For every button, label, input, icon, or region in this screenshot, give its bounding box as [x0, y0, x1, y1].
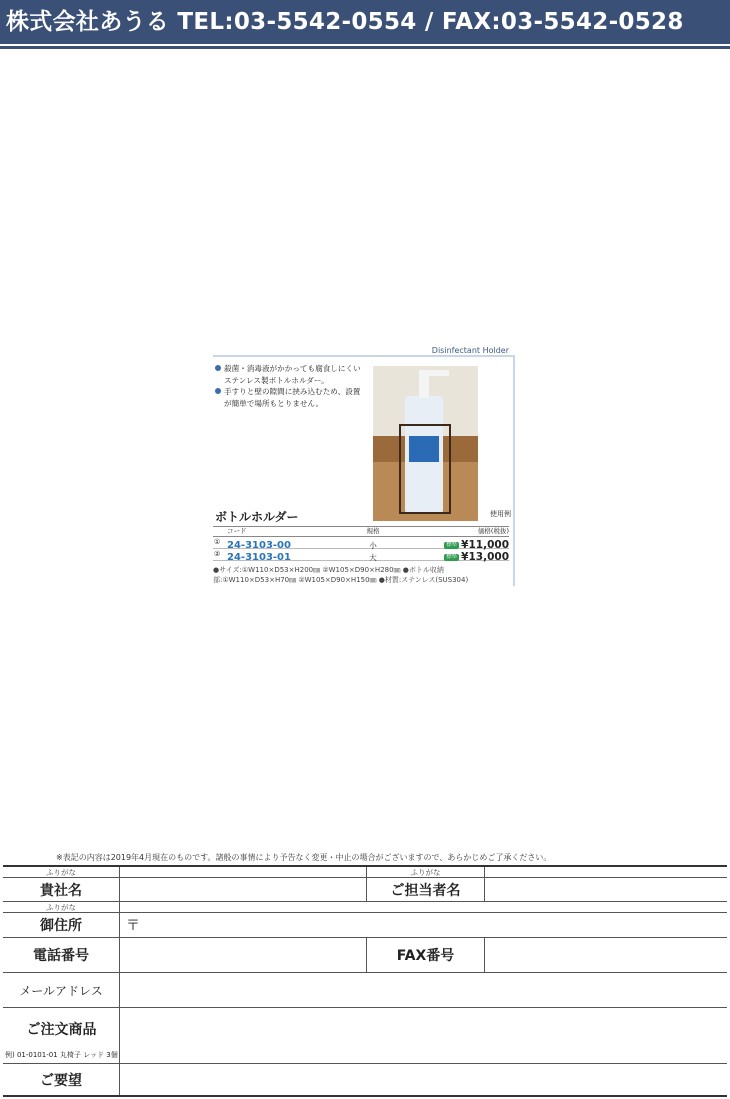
row-number: ① — [214, 538, 221, 546]
product-code: 24-3103-01 — [227, 552, 291, 563]
phone-field[interactable] — [120, 938, 367, 972]
table-row — [213, 537, 509, 549]
order-example: 例) 01-0101-01 丸椅子 レッド 3個 — [5, 1051, 118, 1059]
spec-table-header — [213, 526, 509, 537]
bullet-icon — [215, 388, 221, 394]
feature-item: 手すりと壁の隙間に挟み込むため、設置が簡単で場所もとりません。 — [215, 386, 365, 409]
address-furigana-field[interactable] — [120, 902, 727, 912]
header-bar — [0, 0, 730, 44]
phone-label: 電話番号 — [3, 938, 120, 972]
order-label: ご注文商品 — [26, 1022, 97, 1038]
header-code: コード — [227, 527, 247, 535]
company-furigana-field[interactable] — [120, 867, 367, 877]
email-field[interactable] — [120, 973, 727, 1007]
card-top-rule — [213, 355, 515, 357]
header-spec: 規格 — [366, 527, 380, 535]
request-label: ご要望 — [3, 1064, 120, 1095]
product-english-title: Disinfectant Holder — [431, 346, 509, 355]
company-label: 貴社名 — [3, 878, 120, 901]
company-field[interactable] — [120, 878, 367, 901]
person-field[interactable] — [485, 878, 727, 901]
email-row — [3, 973, 727, 1008]
photo-nozzle — [423, 370, 449, 376]
phone-row — [3, 938, 727, 973]
header-contact: 株式会社あうる TEL:03-5542-0554 / FAX:03-5542-0528 — [6, 9, 684, 35]
feature-list — [215, 363, 365, 409]
standard-badge: 標準 — [446, 554, 458, 560]
furigana-label: ふりがな — [3, 867, 120, 877]
product-price: ¥13,000 — [461, 551, 509, 563]
standard-badge: 標準 — [446, 542, 458, 548]
address-field[interactable] — [120, 913, 727, 937]
furigana-row — [3, 902, 727, 913]
product-card — [213, 346, 515, 586]
address-label: 御住所 — [3, 913, 120, 937]
person-furigana-field[interactable] — [485, 867, 727, 877]
spec-table — [213, 526, 509, 561]
product-name: ボトルホルダー — [215, 510, 299, 524]
person-label: ご担当者名 — [367, 878, 485, 901]
order-label-cell — [3, 1008, 120, 1063]
order-row — [3, 1008, 727, 1064]
header-divider — [0, 46, 730, 49]
fax-label: FAX番号 — [367, 938, 485, 972]
bullet-icon — [215, 365, 221, 371]
company-row — [3, 878, 727, 902]
product-code: 24-3103-00 — [227, 540, 291, 551]
request-field[interactable] — [120, 1064, 727, 1095]
product-price: ¥11,000 — [461, 539, 509, 551]
row-number: ② — [214, 550, 221, 558]
spec-note: ●サイズ:①W110×D53×H200㎜ ②W105×D90×H280㎜ ●ボトル収納部:①W110×D53×H70㎜ ②W105×D90×H150㎜ ●材質:ステンレス(SUS304) — [213, 566, 469, 584]
address-row — [3, 913, 727, 938]
header-price: 価格(税抜) — [477, 527, 509, 535]
product-photo — [373, 366, 478, 521]
order-form — [3, 865, 727, 1097]
furigana-label: ふりがな — [367, 867, 485, 877]
table-row — [213, 549, 509, 561]
request-row — [3, 1064, 727, 1097]
card-side-rule — [513, 355, 515, 586]
fax-field[interactable] — [485, 938, 727, 972]
postal-mark: 〒 — [126, 918, 140, 934]
furigana-row — [3, 867, 727, 878]
order-field[interactable] — [120, 1008, 727, 1063]
furigana-label: ふりがな — [3, 902, 120, 912]
product-size: 小 — [369, 541, 377, 550]
notice-text: ※表記の内容は2019年4月現在のものです。諸般の事情により予告なく変更・中止の場合がございますので、あらかじめご了承ください。 — [56, 853, 552, 862]
photo-holder-frame — [399, 424, 451, 514]
product-size: 大 — [369, 553, 377, 562]
feature-item: 殺菌・消毒液がかかっても腐食しにくいステンレス製ボトルホルダー。 — [215, 363, 365, 386]
email-label: メールアドレス — [3, 973, 120, 1007]
usage-example-label: 使用例 — [490, 510, 511, 518]
